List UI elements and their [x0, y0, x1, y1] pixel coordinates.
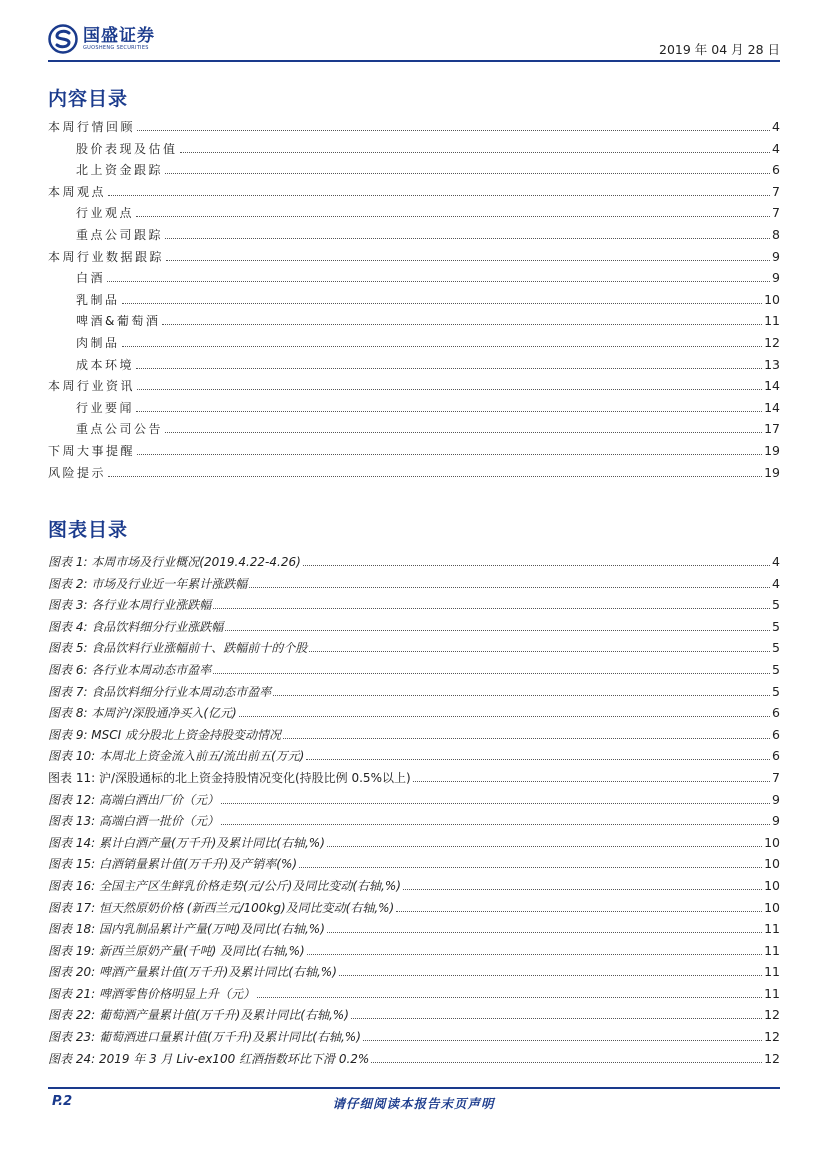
dot-leader	[165, 238, 770, 239]
contents-title: 内容目录	[48, 88, 129, 110]
contents-entry[interactable]	[48, 140, 780, 162]
figure-entry[interactable]	[48, 1006, 780, 1028]
figure-entry[interactable]	[48, 791, 780, 813]
figure-entry-page: 6	[772, 748, 780, 764]
dot-leader	[213, 673, 770, 674]
figure-entry[interactable]	[48, 877, 780, 899]
dot-leader	[306, 759, 770, 760]
contents-entry-page: 10	[764, 291, 780, 307]
dot-leader	[108, 476, 762, 477]
contents-entry[interactable]	[48, 399, 780, 421]
figures-list	[48, 553, 780, 1071]
figure-entry-label: 图表 2: 市场及行业近一年累计涨跌幅	[48, 576, 248, 591]
dot-leader	[396, 911, 762, 912]
figure-entry-label: 图表 20: 啤酒产量累计值(万千升)及累计同比(右轴,%)	[48, 965, 337, 980]
contents-entry-page: 8	[772, 226, 780, 242]
figure-entry[interactable]	[48, 575, 780, 597]
contents-entry-page: 4	[772, 119, 780, 134]
figure-entry[interactable]	[48, 855, 780, 877]
dot-leader	[363, 1040, 762, 1041]
contents-entry-page: 11	[764, 313, 780, 329]
figure-entry-label: 图表 11: 沪/深股通标的北上资金持股情况变化(持股比例 0.5%以上)	[48, 770, 411, 785]
figure-entry-page: 11	[764, 921, 780, 937]
figure-entry-page: 7	[772, 769, 780, 785]
contents-entry[interactable]	[48, 204, 780, 226]
figure-entry-label: 图表 10: 本周北上资金流入前五/流出前五(万元)	[48, 749, 305, 764]
figure-entry[interactable]	[48, 920, 780, 942]
contents-entry-label: 本周观点	[48, 184, 107, 199]
contents-entry-label: 白酒	[76, 271, 106, 286]
figure-entry[interactable]	[48, 1050, 780, 1072]
figure-entry-page: 10	[764, 834, 780, 850]
figure-entry-label: 图表 9: MSCI 成分股北上资金持股变动情况	[48, 727, 282, 742]
contents-entry-page: 19	[764, 442, 780, 458]
dot-leader	[221, 824, 770, 825]
contents-entry-page: 7	[772, 205, 780, 221]
contents-entry-page: 19	[764, 464, 780, 480]
dot-leader	[165, 432, 762, 433]
figure-entry-page: 11	[764, 964, 780, 980]
figure-entry-page: 5	[772, 618, 780, 634]
figure-entry-label: 图表 6: 各行业本周动态市盈率	[48, 662, 212, 677]
figure-entry-label: 图表 1: 本周市场及行业概况(2019.4.22-4.26)	[48, 555, 301, 569]
figure-entry[interactable]	[48, 963, 780, 985]
dot-leader	[351, 1018, 762, 1019]
dot-leader	[122, 303, 763, 304]
contents-entry-label: 下周大事提醒	[48, 443, 136, 458]
contents-entry[interactable]	[48, 269, 780, 291]
figure-entry-label: 图表 21: 啤酒零售价格明显上升（元）	[48, 986, 255, 1001]
contents-entry[interactable]	[48, 118, 780, 140]
figure-entry[interactable]	[48, 1028, 780, 1050]
dot-leader	[107, 281, 770, 282]
dot-leader	[403, 889, 762, 890]
contents-entry-label: 肉制品	[76, 335, 120, 350]
figure-entry[interactable]	[48, 812, 780, 834]
contents-entry[interactable]	[48, 183, 780, 205]
contents-list	[48, 118, 780, 485]
dot-leader	[249, 587, 770, 588]
figure-entry[interactable]	[48, 726, 780, 748]
figure-entry-label: 图表 16: 全国主产区生鲜乳价格走势(元/公斤)及同比变动(右轴,%)	[48, 878, 401, 893]
header-divider	[48, 60, 780, 62]
figure-entry-label: 图表 15: 白酒销量累计值(万千升)及产销率(%)	[48, 857, 298, 872]
dot-leader	[327, 846, 762, 847]
figure-entry-label: 图表 7: 食品饮料细分行业本周动态市盈率	[48, 684, 272, 699]
contents-entry-page: 9	[772, 248, 780, 264]
figure-entry-label: 图表 14: 累计白酒产量(万千升)及累计同比(右轴,%)	[48, 835, 325, 850]
figure-entry-page: 12	[764, 1050, 780, 1066]
figure-entry-page: 11	[764, 985, 780, 1001]
figure-entry-page: 6	[772, 705, 780, 721]
logo-english-name: GUOSHENG SECURITIES	[83, 44, 149, 51]
dot-leader	[239, 716, 770, 717]
page-number: P.2	[52, 1094, 73, 1109]
dot-leader	[257, 997, 762, 998]
contents-entry-label: 行业要闻	[76, 400, 135, 415]
dot-leader	[273, 695, 770, 696]
dot-leader	[307, 954, 762, 955]
figure-entry-page: 4	[772, 575, 780, 591]
figure-entry[interactable]	[48, 639, 780, 661]
dot-leader	[413, 781, 770, 782]
footer-divider	[48, 1087, 780, 1089]
figure-entry-page: 12	[764, 1007, 780, 1023]
contents-entry[interactable]	[48, 312, 780, 334]
figure-entry-page: 6	[772, 726, 780, 742]
figure-entry-label: 图表 19: 新西兰原奶产量(千吨) 及同比(右轴,%)	[48, 943, 305, 958]
report-date: 2019 年 04 月 28 日	[659, 42, 780, 57]
contents-entry-label: 重点公司公告	[76, 422, 164, 437]
contents-entry-page: 9	[772, 270, 780, 286]
contents-entry-label: 风险提示	[48, 465, 107, 480]
contents-entry-page: 14	[764, 399, 780, 415]
contents-entry-page: 17	[764, 421, 780, 437]
contents-entry[interactable]	[48, 420, 780, 442]
figure-entry[interactable]	[48, 834, 780, 856]
dot-leader	[371, 1062, 762, 1063]
figure-entry[interactable]	[48, 704, 780, 726]
contents-entry[interactable]	[48, 356, 780, 378]
figure-entry-label: 图表 22: 葡萄酒产量累计值(万千升)及累计同比(右轴,%)	[48, 1008, 349, 1023]
dot-leader	[136, 368, 762, 369]
dot-leader	[327, 932, 762, 933]
figure-entry[interactable]	[48, 618, 780, 640]
dot-leader	[303, 565, 770, 566]
contents-entry[interactable]	[48, 464, 780, 486]
dot-leader	[221, 803, 770, 804]
figure-entry-page: 10	[764, 856, 780, 872]
contents-entry-label: 成本环境	[76, 357, 135, 372]
contents-entry-label: 股价表现及估值	[76, 141, 178, 156]
figure-entry[interactable]	[48, 985, 780, 1007]
dot-leader	[137, 454, 762, 455]
contents-entry-page: 6	[772, 162, 780, 178]
contents-entry[interactable]	[48, 334, 780, 356]
dot-leader	[339, 975, 762, 976]
dot-leader	[309, 651, 770, 652]
contents-entry-label: 乳制品	[76, 292, 120, 307]
contents-entry-label: 北上资金跟踪	[76, 163, 164, 178]
dot-leader	[136, 216, 770, 217]
figure-entry[interactable]	[48, 747, 780, 769]
figure-entry-label: 图表 24: 2019 年 3 月 Liv-ex100 红酒指数环比下滑 0.2%	[48, 1051, 370, 1066]
figure-entry-page: 11	[764, 942, 780, 958]
figure-entry-page: 5	[772, 683, 780, 699]
figure-entry[interactable]	[48, 899, 780, 921]
figure-entry[interactable]	[48, 553, 780, 575]
figure-entry-label: 图表 13: 高端白酒一批价（元）	[48, 814, 219, 829]
figure-entry-page: 10	[764, 877, 780, 893]
figure-entry-label: 图表 18: 国内乳制品累计产量(万吨)及同比(右轴,%)	[48, 922, 325, 937]
figure-entry-page: 10	[764, 899, 780, 915]
dot-leader	[122, 346, 763, 347]
figure-entry-label: 图表 12: 高端白酒出厂价（元）	[48, 792, 219, 807]
figure-entry[interactable]	[48, 942, 780, 964]
figure-entry-label: 图表 4: 食品饮料细分行业涨跌幅	[48, 619, 224, 634]
figure-entry-page: 5	[772, 597, 780, 613]
figure-entry-label: 图表 17: 恒天然原奶价格 (新西兰元/100kg)及同比变动(右轴,%)	[48, 900, 395, 915]
dot-leader	[299, 867, 762, 868]
dot-leader	[137, 130, 770, 131]
contents-entry-page: 12	[764, 334, 780, 350]
contents-entry-page: 13	[764, 356, 780, 372]
dot-leader	[213, 608, 770, 609]
contents-entry[interactable]	[48, 226, 780, 248]
figure-entry-page: 5	[772, 661, 780, 677]
guosheng-logo-icon	[48, 24, 78, 54]
figure-entry-page: 9	[772, 791, 780, 807]
contents-entry-label: 本周行业资讯	[48, 379, 136, 394]
figure-entry-page: 4	[772, 554, 780, 569]
figure-entry[interactable]	[48, 596, 780, 618]
disclaimer-note: 请仔细阅读本报告末页声明	[332, 1096, 495, 1111]
dot-leader	[180, 152, 771, 153]
contents-entry-label: 重点公司跟踪	[76, 227, 164, 242]
figure-entry-label: 图表 23: 葡萄酒进口量累计值(万千升)及累计同比(右轴,%)	[48, 1030, 361, 1045]
contents-entry-page: 4	[772, 140, 780, 156]
contents-entry-page: 7	[772, 183, 780, 199]
company-logo	[48, 24, 155, 54]
logo-chinese-name: 国盛证券	[83, 25, 155, 46]
dot-leader	[108, 195, 770, 196]
figure-entry-page: 9	[772, 813, 780, 829]
figure-entry[interactable]	[48, 661, 780, 683]
dot-leader	[136, 411, 762, 412]
dot-leader	[166, 260, 770, 261]
contents-entry-page: 14	[764, 378, 780, 394]
dot-leader	[283, 738, 770, 739]
contents-entry-label: 本周行业数据跟踪	[48, 249, 165, 264]
contents-entry[interactable]	[48, 442, 780, 464]
page-header	[48, 22, 780, 60]
contents-entry[interactable]	[48, 161, 780, 183]
figure-entry-page: 12	[764, 1029, 780, 1045]
contents-entry[interactable]	[48, 248, 780, 270]
contents-entry[interactable]	[48, 377, 780, 399]
dot-leader	[225, 630, 770, 631]
contents-entry-label: 行业观点	[76, 206, 135, 221]
figure-entry-label: 图表 3: 各行业本周行业涨跌幅	[48, 598, 212, 613]
contents-entry-label: 本周行情回顾	[48, 120, 136, 134]
figure-entry-label: 图表 5: 食品饮料行业涨幅前十、跌幅前十的个股	[48, 641, 308, 656]
contents-entry-label: 啤酒&葡萄酒	[76, 314, 161, 329]
figure-entry-page: 5	[772, 640, 780, 656]
contents-entry[interactable]	[48, 291, 780, 313]
dot-leader	[165, 173, 770, 174]
figures-title: 图表目录	[48, 519, 129, 541]
dot-leader	[162, 324, 762, 325]
figure-entry[interactable]	[48, 769, 780, 791]
figure-entry[interactable]	[48, 683, 780, 705]
dot-leader	[137, 389, 762, 390]
figure-entry-label: 图表 8: 本周沪/深股通净买入(亿元)	[48, 706, 237, 721]
